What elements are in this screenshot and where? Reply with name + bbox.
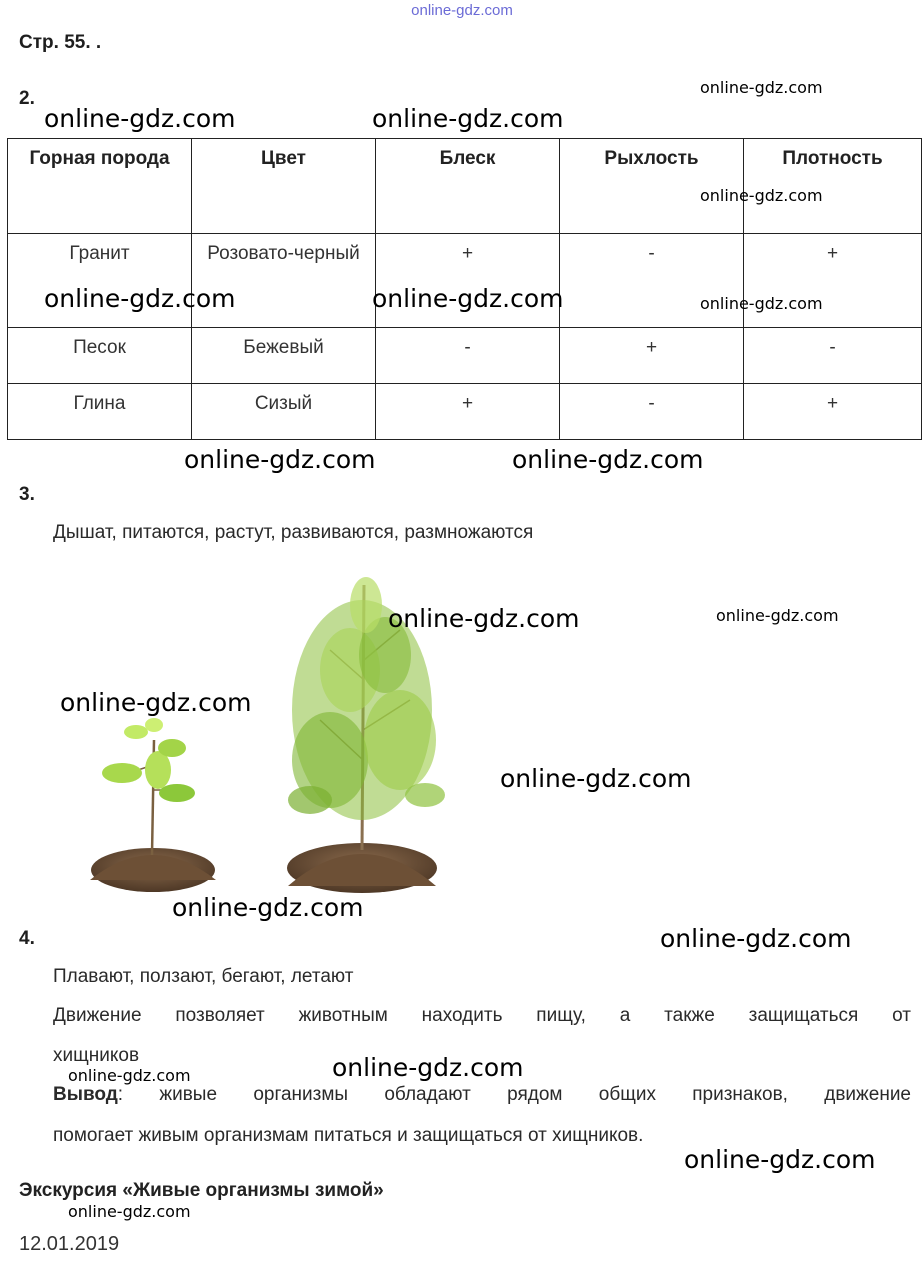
cell-density: - bbox=[744, 328, 922, 384]
watermark: online-gdz.com bbox=[660, 924, 852, 953]
cell-density: + bbox=[744, 234, 922, 328]
watermark: online-gdz.com bbox=[44, 284, 236, 313]
watermark: online-gdz.com bbox=[332, 1053, 524, 1082]
watermark: online-gdz.com bbox=[700, 294, 823, 313]
cell-friability: - bbox=[560, 234, 744, 328]
table-row bbox=[8, 328, 922, 384]
cell-shine: + bbox=[376, 234, 560, 328]
watermark: online-gdz.com bbox=[500, 764, 692, 793]
watermark: online-gdz.com bbox=[388, 604, 580, 633]
table-row bbox=[8, 384, 922, 440]
cell-density: + bbox=[744, 384, 922, 440]
task-4-line2: Движение позволяет животным находить пищу, а также защищаться от bbox=[53, 1005, 911, 1026]
task-4-line2-cont: хищников bbox=[53, 1045, 140, 1066]
task-3-number: 3. bbox=[19, 484, 35, 505]
cell-shine: - bbox=[376, 328, 560, 384]
header-shine: Блеск bbox=[376, 139, 560, 234]
seedling bbox=[90, 718, 216, 892]
watermark: online-gdz.com bbox=[700, 78, 823, 97]
cell-friability: + bbox=[560, 328, 744, 384]
site-header[interactable]: online-gdz.com bbox=[411, 2, 513, 19]
cell-shine: + bbox=[376, 384, 560, 440]
conclusion-line1 bbox=[53, 1084, 911, 1106]
header-rock: Горная порода bbox=[8, 139, 192, 234]
header-color: Цвет bbox=[192, 139, 376, 234]
cell-color: Сизый bbox=[192, 384, 376, 440]
task-2-number: 2. bbox=[19, 88, 35, 109]
cell-color: Бежевый bbox=[192, 328, 376, 384]
watermark: online-gdz.com bbox=[172, 893, 364, 922]
watermark: online-gdz.com bbox=[44, 104, 236, 133]
watermark: online-gdz.com bbox=[372, 104, 564, 133]
excursion-date: 12.01.2019 bbox=[19, 1233, 120, 1255]
table-row bbox=[8, 234, 922, 328]
task-4-number: 4. bbox=[19, 928, 35, 949]
cell-color: Розовато-черный bbox=[192, 234, 376, 328]
watermark: online-gdz.com bbox=[372, 284, 564, 313]
conclusion-line2: помогает живым организмам питаться и защищаться от хищников. bbox=[53, 1125, 644, 1146]
task-4-line1: Плавают, ползают, бегают, летают bbox=[53, 966, 354, 987]
conclusion-text: : живые организмы обладают рядом общих признаков, движение bbox=[117, 1084, 911, 1105]
header-friability: Рыхлость bbox=[560, 139, 744, 234]
watermark: online-gdz.com bbox=[512, 445, 704, 474]
task-3-answer: Дышат, питаются, растут, развиваются, размножаются bbox=[53, 522, 534, 543]
watermark: online-gdz.com bbox=[60, 688, 252, 717]
watermark: online-gdz.com bbox=[700, 186, 823, 205]
cell-rock: Глина bbox=[8, 384, 192, 440]
watermark: online-gdz.com bbox=[184, 445, 376, 474]
conclusion-label: Вывод bbox=[53, 1084, 118, 1105]
watermark: online-gdz.com bbox=[716, 606, 839, 625]
cell-rock: Песок bbox=[8, 328, 192, 384]
cell-rock: Гранит bbox=[8, 234, 192, 328]
cell-friability: - bbox=[560, 384, 744, 440]
watermark: online-gdz.com bbox=[68, 1202, 191, 1221]
watermark: online-gdz.com bbox=[684, 1145, 876, 1174]
page-reference: Стр. 55. . bbox=[19, 32, 102, 53]
header-density: Плотность bbox=[744, 139, 922, 234]
excursion-title: Экскурсия «Живые организмы зимой» bbox=[19, 1180, 384, 1201]
watermark: online-gdz.com bbox=[68, 1066, 191, 1085]
